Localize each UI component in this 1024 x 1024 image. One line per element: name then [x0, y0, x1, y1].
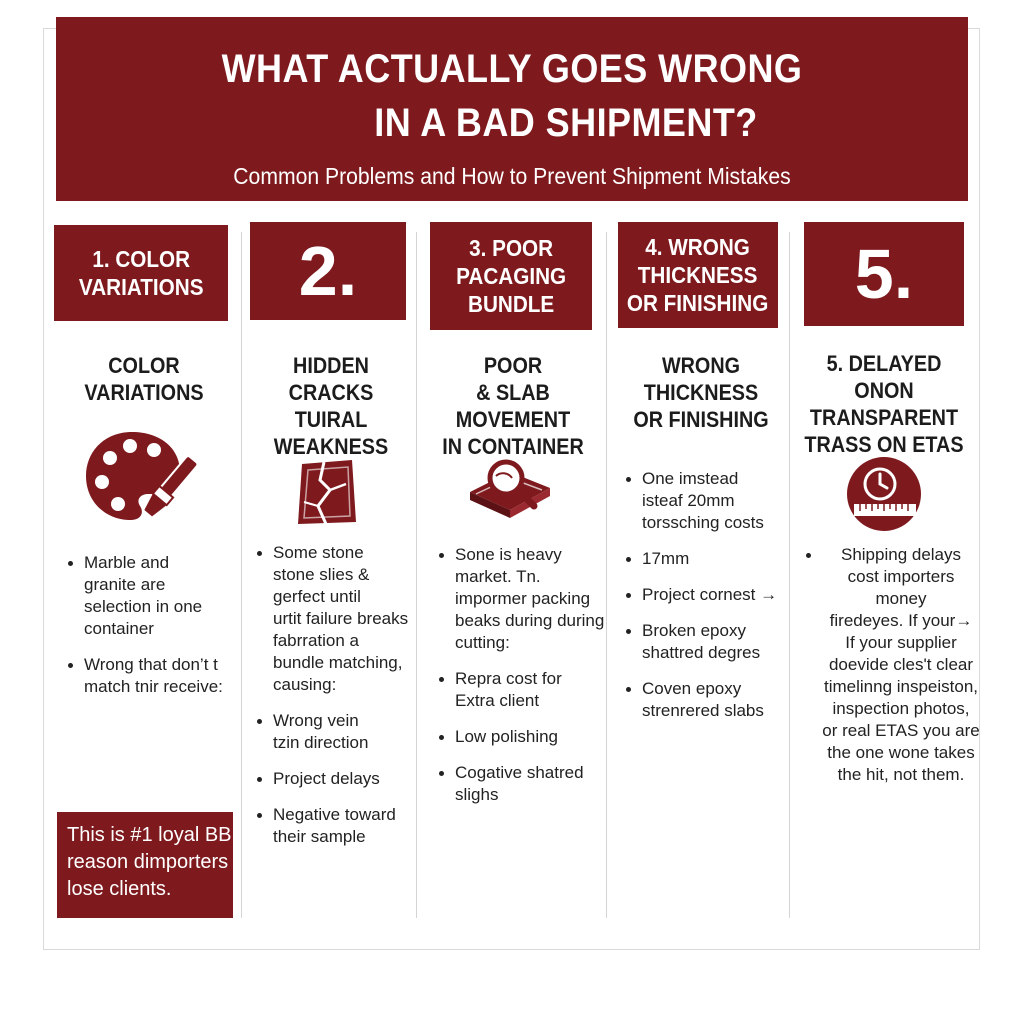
list-item: Wrong vein tzin direction: [255, 710, 415, 754]
column-4-title: WRONG THICKNESS OR FINISHING: [633, 353, 769, 432]
column-3-title: POOR & SLAB MOVEMENT IN CONTAINER: [442, 353, 584, 459]
column-3-bullets: [437, 544, 607, 820]
column-3-header: [430, 222, 592, 330]
column-2-title: HIDDEN CRACKS TUIRAL WEAKNESS: [273, 353, 389, 459]
column-5-bullets: [804, 544, 980, 800]
list-item: Negative toward their sample: [255, 804, 415, 848]
column-1-title: COLOR VARIATIONS: [84, 353, 204, 405]
list-item: Shipping delays cost importers money firedeyes. If your→ If your supplier doevide cles't clear timelinng inspeiston, inspection photos, or real ETAS you are the one wone takes the hit, not them.: [804, 544, 980, 786]
list-item: One imstead isteaf 20mm torssching costs: [624, 468, 790, 534]
column-divider: [416, 232, 417, 918]
column-4-header: [618, 222, 778, 328]
magnifier-slab-icon: [466, 452, 554, 524]
column-1-bullets: [66, 552, 238, 712]
title-line-1: WHAT ACTUALLY GOES WRONG: [221, 47, 803, 91]
column-5-title: 5. DELAYED ONON TRANSPARENT TRASS ON ETAS: [804, 351, 964, 457]
list-item: Sone is heavy market. Tn. impormer packing beaks during during cutting:: [437, 544, 607, 654]
list-item: Project cornest →: [624, 584, 790, 606]
subtitle: Common Problems and How to Prevent Shipment Mistakes: [233, 163, 791, 189]
list-item: Marble and granite are selection in one container: [66, 552, 238, 640]
paint-palette-icon: [84, 428, 200, 524]
column-2-bullets: [255, 542, 415, 862]
list-item: Some stone stone slies & gerfect until urtit failure breaks fabrration a bundle matching, causing:: [255, 542, 415, 696]
column-2-header-text: 2.: [298, 232, 358, 310]
list-item: Coven epoxy strenrered slabs: [624, 678, 790, 722]
list-item: Cogative shatred slighs: [437, 762, 607, 806]
column-divider: [241, 232, 242, 918]
column-5-header-text: 5.: [854, 235, 914, 313]
title-banner: [56, 17, 968, 201]
list-item: 17mm: [624, 548, 790, 570]
column-4-bullets: [624, 468, 790, 736]
cracked-slab-icon: [294, 458, 360, 528]
list-item: Broken epoxy shattred degres: [624, 620, 790, 664]
list-item: Low polishing: [437, 726, 607, 748]
list-item: Project delays: [255, 768, 415, 790]
column-1-header: [54, 225, 228, 321]
list-item: Wrong that don’t t match tnir receive:: [66, 654, 238, 698]
column-2-header: [250, 222, 406, 320]
column-4-header-text: 4. WRONG THICKNESS OR FINISHING: [627, 234, 769, 316]
column-3-header-text: 3. POOR PACAGING BUNDLE: [455, 235, 567, 317]
column-1-header-text: 1. COLOR VARIATIONS: [78, 246, 204, 300]
callout-box: This is #1 loyal BB reason dimporters lose clients.: [57, 812, 233, 918]
column-5-header: [804, 222, 964, 326]
clock-ruler-icon: [846, 456, 922, 532]
list-item: Repra cost for Extra client: [437, 668, 607, 712]
title-line-2: IN A BAD SHIPMENT?: [374, 101, 758, 145]
